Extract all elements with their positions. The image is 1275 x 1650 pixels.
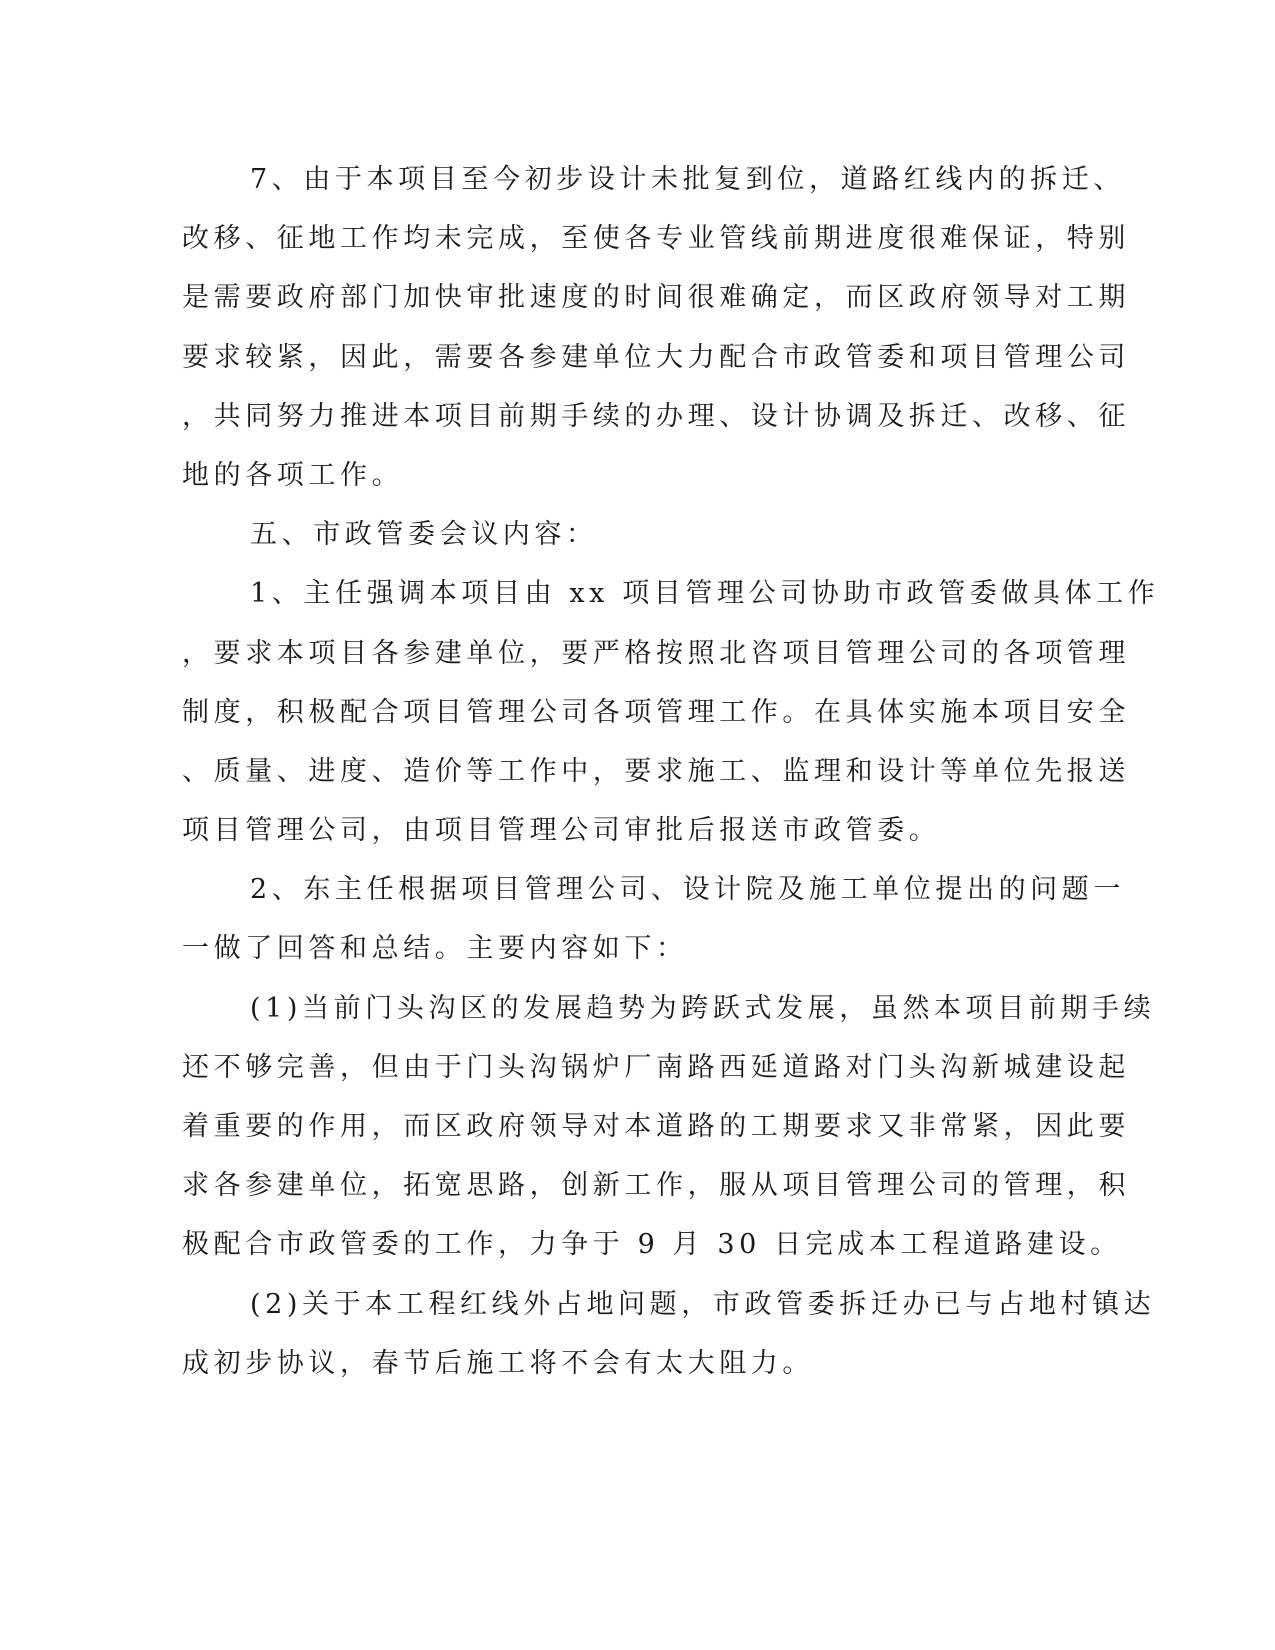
text-line: 五、市政管委会议内容： — [250, 519, 598, 551]
text-line: ，要求本项目各参建单位，要严格按照北咨项目管理公司的各项管理 — [182, 637, 1130, 669]
text-line: 要求较紧，因此，需要各参建单位大力配合市政管委和项目管理公司 — [182, 341, 1130, 373]
text-line: 一做了回答和总结。主要内容如下： — [182, 933, 688, 965]
text-line: 2、东主任根据项目管理公司、设计院及施工单位提出的问题一 — [250, 874, 1125, 906]
text-line: 地的各项工作。 — [182, 459, 404, 491]
text-line: 项目管理公司，由项目管理公司审批后报送市政管委。 — [182, 815, 941, 847]
text-line: 、质量、进度、造价等工作中，要求施工、监理和设计等单位先报送 — [182, 755, 1130, 787]
text-line: ，共同努力推进本项目前期手续的办理、设计协调及拆迁、改移、征 — [182, 400, 1130, 432]
text-line: 求各参建单位，拓宽思路，创新工作，服从项目管理公司的管理，积 — [182, 1170, 1130, 1202]
text-line: 还不够完善，但由于门头沟锅炉厂南路西延道路对门头沟新城建设起 — [182, 1051, 1130, 1083]
text-line: 成初步协议，春节后施工将不会有太大阻力。 — [182, 1347, 814, 1379]
text-line: (1)当前门头沟区的发展趋势为跨跃式发展，虽然本项目前期手续 — [250, 992, 1156, 1024]
text-line: 是需要政府部门加快审批速度的时间很难确定，而区政府领导对工期 — [182, 282, 1130, 314]
text-line: 着重要的作用，而区政府领导对本道路的工期要求又非常紧，因此要 — [182, 1111, 1130, 1142]
text-line: 改移、征地工作均未完成，至使各专业管线前期进度很难保证，特别 — [182, 223, 1130, 255]
text-line: 1、主任强调本项目由 xx 项目管理公司协助市政管委做具体工作 — [250, 578, 1160, 610]
text-line: 极配合市政管委的工作，力争于 9 月 30 日完成本工程道路建设。 — [182, 1229, 1122, 1261]
text-line: (2)关于本工程红线外占地问题，市政管委拆迁办已与占地村镇达 — [250, 1288, 1156, 1320]
text-line: 制度，积极配合项目管理公司各项管理工作。在具体实施本项目安全 — [182, 696, 1130, 728]
text-line: 7、由于本项目至今初步设计未批复到位，道路红线内的拆迁、 — [250, 164, 1125, 195]
body-text — [182, 150, 1160, 1393]
